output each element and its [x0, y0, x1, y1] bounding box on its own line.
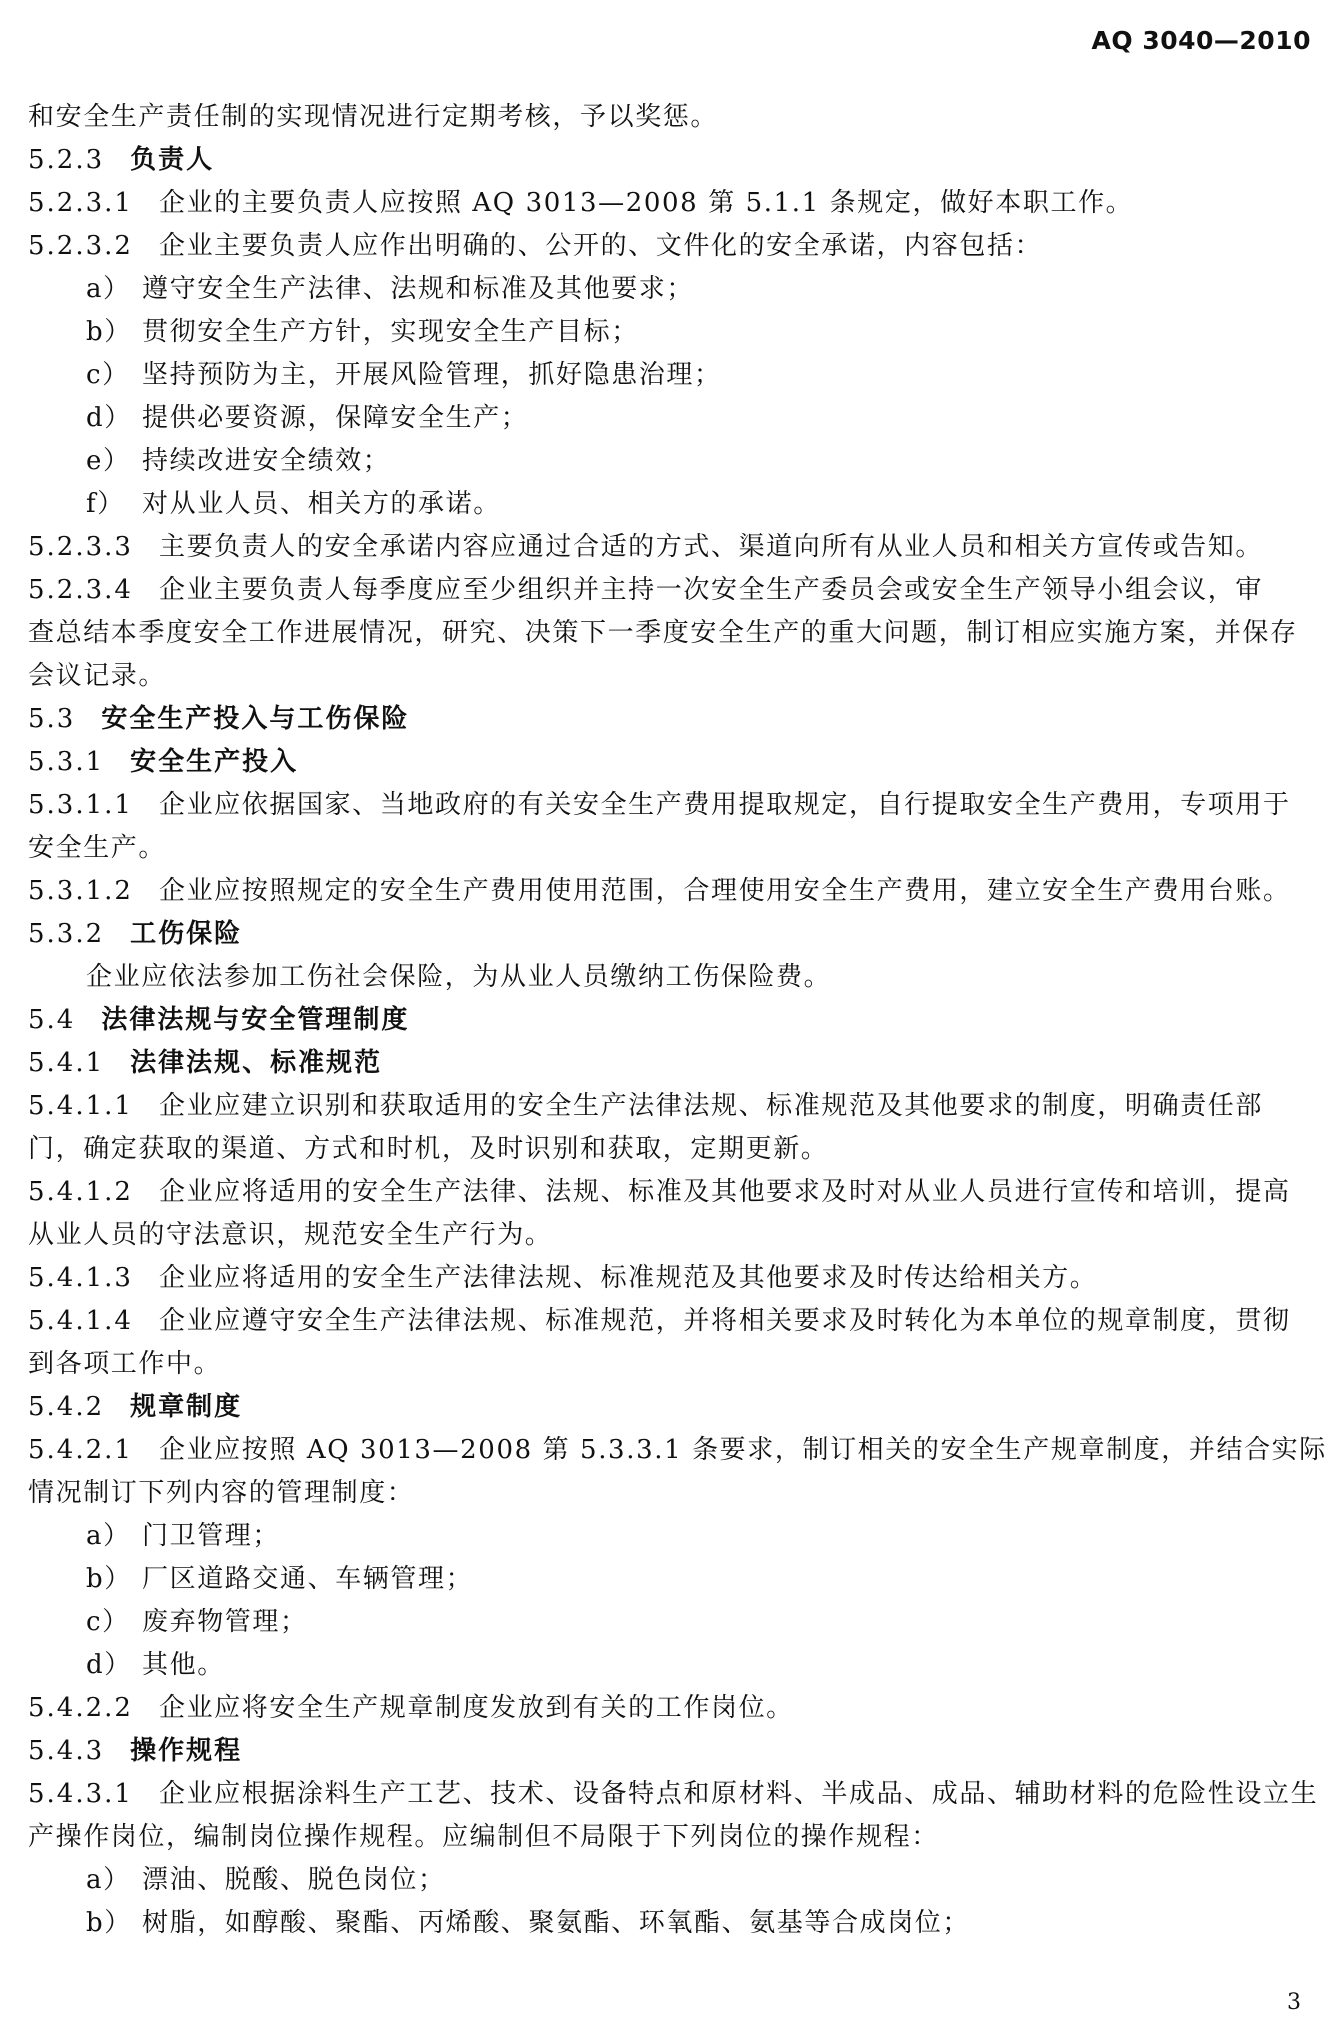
section-heading-5-2-3 — [28, 139, 1308, 182]
list-text: 门卫管理； — [142, 1521, 281, 1551]
list-text: 提供必要资源，保障安全生产； — [142, 403, 529, 433]
list-marker: d） — [86, 403, 132, 433]
section-heading-5-4-2 — [28, 1386, 1308, 1429]
clause-number: 5.2.3.3 — [28, 532, 133, 562]
clause-5-4-2-2 — [28, 1687, 1308, 1730]
section-heading-5-4-3 — [28, 1730, 1308, 1773]
clause-text: 企业应将安全生产规章制度发放到有关的工作岗位。 — [158, 1693, 794, 1723]
section-title: 操作规程 — [130, 1736, 243, 1766]
clause-number: 5.2.3.4 — [28, 575, 133, 605]
list-marker: e） — [86, 446, 131, 476]
clause-number: 5.4.2.1 — [28, 1435, 133, 1465]
clause-text: 企业应将适用的安全生产法律、法规、标准及其他要求及时对从业人员进行宣传和培训，提高 — [158, 1177, 1291, 1207]
clause-text: 企业应建立识别和获取适用的安全生产法律法规、标准规范及其他要求的制度，明确责任部 — [158, 1091, 1263, 1121]
section-heading-5-3 — [28, 698, 1308, 741]
section-heading-5-3-2 — [28, 913, 1308, 956]
section-number: 5.4.2 — [28, 1392, 105, 1422]
list-item — [28, 1902, 1308, 1945]
clause-text: 企业应按照 AQ 3013—2008 第 5.3.3.1 条要求，制订相关的安全生产规章制度，并结合实际 — [158, 1435, 1327, 1465]
clause-text: 企业的主要负责人应按照 AQ 3013—2008 第 5.1.1 条规定，做好本职工作。 — [158, 188, 1134, 218]
list-text: 坚持预防为主，开展风险管理，抓好隐患治理； — [142, 360, 722, 390]
section-heading-5-4-1 — [28, 1042, 1308, 1085]
list-text: 漂油、脱酸、脱色岗位； — [142, 1865, 446, 1895]
list-item — [28, 440, 1308, 483]
section-title: 法律法规与安全管理制度 — [101, 1005, 410, 1035]
list-text: 持续改进安全绩效； — [142, 446, 391, 476]
list-item — [28, 1515, 1308, 1558]
list-item — [28, 311, 1308, 354]
list-marker: a） — [86, 1521, 131, 1551]
clause-5-2-3-3 — [28, 526, 1308, 569]
list-item — [28, 1644, 1308, 1687]
clause-number: 5.4.1.2 — [28, 1177, 133, 1207]
clause-text: 企业应依据国家、当地政府的有关安全生产费用提取规定，自行提取安全生产费用，专项用于 — [158, 790, 1291, 820]
clause-number: 5.4.2.2 — [28, 1693, 133, 1723]
list-item — [28, 397, 1308, 440]
section-title: 安全生产投入 — [130, 747, 299, 777]
list-marker: a） — [86, 1865, 131, 1895]
clause-number: 5.4.3.1 — [28, 1779, 133, 1809]
clause-number: 5.4.1.4 — [28, 1306, 133, 1336]
section-heading-5-3-1 — [28, 741, 1308, 784]
clause-number: 5.3.1.2 — [28, 876, 133, 906]
list-text: 废弃物管理； — [142, 1607, 308, 1637]
section-number: 5.3.1 — [28, 747, 105, 777]
clause-5-2-3-4 — [28, 569, 1308, 612]
paragraph-line: 和安全生产责任制的实现情况进行定期考核，予以奖惩。 — [28, 102, 719, 132]
clause-text: 企业应遵守安全生产法律法规、标准规范，并将相关要求及时转化为本单位的规章制度，贯彻 — [158, 1306, 1291, 1336]
list-marker: a） — [86, 274, 131, 304]
clause-number: 5.4.1.1 — [28, 1091, 133, 1121]
clause-5-3-1-1 — [28, 784, 1308, 827]
section-title: 负责人 — [130, 145, 215, 175]
section-number: 5.4.1 — [28, 1048, 105, 1078]
list-text: 其他。 — [142, 1650, 225, 1680]
section-heading-5-4 — [28, 999, 1308, 1042]
clause-number: 5.3.1.1 — [28, 790, 133, 820]
clause-number: 5.2.3.2 — [28, 231, 133, 261]
clause-number: 5.4.1.3 — [28, 1263, 133, 1293]
list-marker: c） — [86, 1607, 130, 1637]
section-number: 5.4.3 — [28, 1736, 105, 1766]
clause-text: 企业主要负责人应作出明确的、公开的、文件化的安全承诺，内容包括： — [158, 231, 1043, 261]
standard-code-header: AQ 3040—2010 — [1091, 26, 1311, 55]
clause-5-4-1-3 — [28, 1257, 1308, 1300]
clause-text: 企业应将适用的安全生产法律法规、标准规范及其他要求及时传达给相关方。 — [158, 1263, 1098, 1293]
clause-continuation: 到各项工作中。 — [28, 1349, 222, 1379]
clause-5-4-2-1 — [28, 1429, 1327, 1472]
clause-number: 5.2.3.1 — [28, 188, 133, 218]
section-number: 5.3.2 — [28, 919, 105, 949]
section-title: 法律法规、标准规范 — [130, 1048, 383, 1078]
clause-continuation: 会议记录。 — [28, 661, 167, 691]
list-item — [28, 1558, 1308, 1601]
list-marker: b） — [86, 1564, 132, 1594]
section-number: 5.3 — [28, 704, 76, 734]
list-text: 遵守安全生产法律、法规和标准及其他要求； — [142, 274, 695, 304]
clause-5-4-1-4 — [28, 1300, 1308, 1343]
section-number: 5.4 — [28, 1005, 76, 1035]
page-number: 3 — [1287, 1990, 1301, 2015]
clause-continuation: 从业人员的守法意识，规范安全生产行为。 — [28, 1220, 553, 1250]
section-number: 5.2.3 — [28, 145, 105, 175]
clause-text: 企业应根据涂料生产工艺、技术、设备特点和原材料、半成品、成品、辅助材料的危险性设立生 — [158, 1779, 1319, 1809]
clause-text: 企业主要负责人每季度应至少组织并主持一次安全生产委员会或安全生产领导小组会议，审 — [158, 575, 1263, 605]
section-title: 工伤保险 — [130, 919, 243, 949]
clause-continuation: 查总结本季度安全工作进展情况，研究、决策下一季度安全生产的重大问题，制订相应实施方案，并保存 — [28, 618, 1298, 648]
list-marker: b） — [86, 1908, 132, 1938]
list-marker: f） — [86, 489, 125, 519]
list-item — [28, 268, 1308, 311]
clause-continuation: 安全生产。 — [28, 833, 167, 863]
paragraph-line: 企业应依法参加工伤社会保险，为从业人员缴纳工伤保险费。 — [86, 962, 832, 992]
list-marker: d） — [86, 1650, 132, 1680]
list-item — [28, 483, 1308, 526]
list-marker: b） — [86, 317, 132, 347]
clause-5-3-1-2 — [28, 870, 1308, 913]
clause-continuation: 情况制订下列内容的管理制度： — [28, 1478, 415, 1508]
list-text: 树脂，如醇酸、聚酯、丙烯酸、聚氨酯、环氧酯、氨基等合成岗位； — [142, 1908, 971, 1938]
list-item — [28, 1859, 1308, 1902]
list-text: 对从业人员、相关方的承诺。 — [142, 489, 501, 519]
clause-5-2-3-1 — [28, 182, 1308, 225]
section-title: 安全生产投入与工伤保险 — [101, 704, 410, 734]
list-marker: c） — [86, 360, 130, 390]
document-body — [28, 96, 1327, 1945]
clause-5-4-1-1 — [28, 1085, 1308, 1128]
clause-text: 主要负责人的安全承诺内容应通过合适的方式、渠道向所有从业人员和相关方宣传或告知。 — [158, 532, 1263, 562]
section-title: 规章制度 — [130, 1392, 243, 1422]
clause-5-4-1-2 — [28, 1171, 1308, 1214]
list-item — [28, 354, 1308, 397]
clause-5-2-3-2 — [28, 225, 1308, 268]
list-item — [28, 1601, 1308, 1644]
list-text: 贯彻安全生产方针，实现安全生产目标； — [142, 317, 639, 347]
clause-continuation: 门，确定获取的渠道、方式和时机，及时识别和获取，定期更新。 — [28, 1134, 829, 1164]
clause-5-4-3-1 — [28, 1773, 1319, 1816]
clause-text: 企业应按照规定的安全生产费用使用范围，合理使用安全生产费用，建立安全生产费用台账。 — [158, 876, 1291, 906]
clause-continuation: 产操作岗位，编制岗位操作规程。应编制但不局限于下列岗位的操作规程： — [28, 1822, 939, 1852]
list-text: 厂区道路交通、车辆管理； — [142, 1564, 474, 1594]
